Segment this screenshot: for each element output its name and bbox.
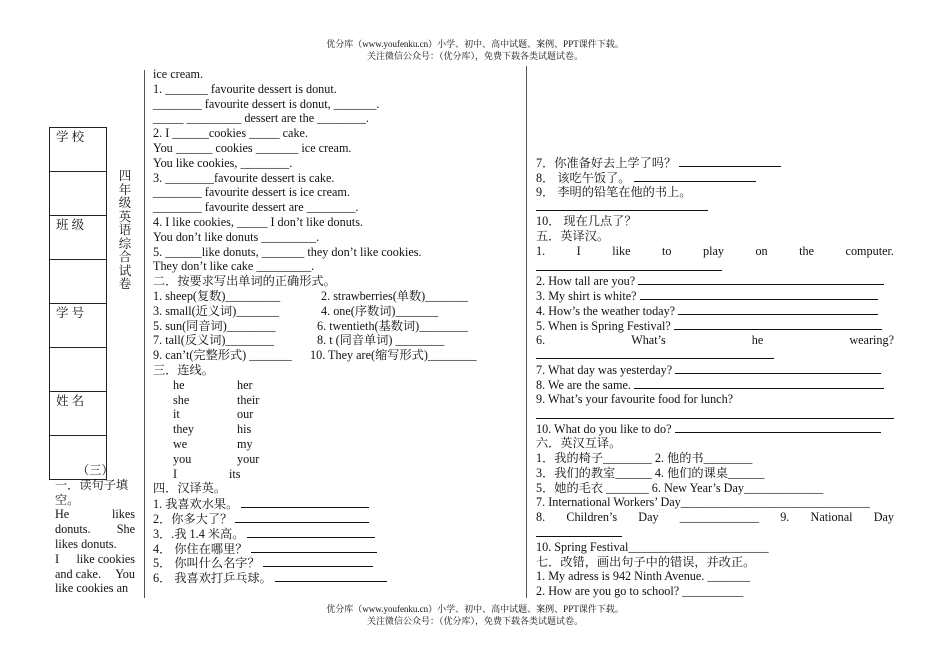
answer-blank[interactable] [536, 259, 722, 271]
translate-item: 6． 我喜欢打乒乓球。 [153, 570, 521, 585]
translate-item: 7．你准备好去上学了吗？ [536, 155, 896, 170]
s1-line: 1. _______ favourite dessert is donut. [153, 81, 337, 96]
name-label: 姓 名 [50, 392, 107, 436]
reading-line: He likes [55, 507, 135, 522]
translate-item: 9. What’s your favourite food for lunch? [536, 391, 734, 406]
section2-title: 二．按要求写出单词的正确形式。 [153, 274, 336, 289]
s1-line: 3. ________favourite dessert is cake. [153, 170, 335, 185]
answer-blank[interactable] [634, 170, 756, 182]
answer-blank[interactable] [251, 541, 377, 553]
part-label: （三） [77, 463, 114, 477]
student-no-field[interactable] [50, 348, 107, 392]
vocab-row: 5．她的毛衣 _______ 6. New Year’s Day_____________ [536, 480, 824, 495]
answer-blank[interactable] [679, 155, 781, 167]
answer-blank[interactable] [263, 555, 373, 567]
translate-item: 5． 你叫什么名字？ [153, 555, 521, 570]
student-info-table [49, 127, 107, 480]
match-pair[interactable]: we my [173, 436, 253, 451]
reading-line: likes donuts. [55, 536, 117, 551]
correction-item: 1. My adress is 942 Ninth Avenue. _______ [536, 569, 751, 584]
footer-line-1: 优分库（www.youfenku.cn）小学、初中、高中试题、案例、PPT课件下载。 [326, 604, 624, 614]
s1-line: ________ favourite dessert are ________. [153, 200, 359, 215]
s1-line: ________ favourite dessert is ice cream. [153, 185, 350, 200]
match-pair[interactable]: he her [173, 377, 253, 392]
s1-line: 4. I like cookies, _____ I don’t like donuts. [153, 214, 363, 229]
middle-column [153, 67, 521, 585]
translate-item: 3．.我 1.4 米高。 [153, 526, 521, 541]
translate-item: 2. How tall are you? [536, 273, 896, 288]
word-form-row: 1. sheep(复数)_________ 2. strawberries(单数)_______ [153, 288, 468, 303]
section4-title: 四．汉译英。 [153, 481, 227, 496]
column-divider-right [526, 66, 527, 598]
answer-blank[interactable] [241, 496, 369, 508]
translate-item: 2．你多大了？ [153, 511, 521, 526]
vocab-row: 10. Spring Festival_______________________ [536, 539, 769, 554]
s1-line: You like cookies, ________. [153, 155, 293, 170]
word-form-row: 5. sun(同音词)________ 6. twentieth(基数词)________ [153, 318, 468, 333]
translate-item: 7. What day was yesterday? [536, 362, 896, 377]
translate-item: 8． 该吃午饭了。 [536, 170, 896, 185]
match-pair[interactable]: it our [173, 407, 254, 422]
reading-line: I like cookies [55, 551, 135, 566]
school-field[interactable] [50, 172, 107, 216]
vocab-row: 7. International Workers’ Day_______________________________ [536, 495, 870, 510]
answer-line [536, 407, 896, 422]
translate-q6: 6. What’s he wearing? [536, 332, 894, 347]
s1-line: They don’t like cake _________. [153, 259, 315, 274]
answer-blank[interactable] [536, 199, 708, 211]
translate-item: 4. How’s the weather today? [536, 303, 896, 318]
correction-item: 2. How are you go to school? __________ [536, 584, 744, 599]
translate-item: 8. We are the same. [536, 377, 896, 392]
match-pair[interactable]: they his [173, 422, 252, 437]
translate-item: 9． 李明的铅笔在他的书上。 [536, 184, 692, 199]
translate-item: 3. My shirt is white? [536, 288, 896, 303]
answer-blank[interactable] [675, 421, 881, 433]
section7-title: 七．改错，画出句子中的错误，并改正。 [536, 554, 756, 569]
answer-blank[interactable] [674, 318, 882, 330]
answer-blank[interactable] [235, 511, 369, 523]
translate-item: 10． 现在几点了？ [536, 214, 637, 229]
section1-title: 一．读句子填空。 [55, 477, 129, 507]
word-form-row: 7. tall(反义词)________ 8. t (同音单词) ________ [153, 333, 445, 348]
s1-line: 2. I ______cookies _____ cake. [153, 126, 309, 141]
vocab-row-8-9: 8. Children’s Day _____________ 9. National Day [536, 510, 894, 525]
class-field[interactable] [50, 260, 107, 304]
answer-blank[interactable] [275, 570, 387, 582]
answer-line [536, 259, 896, 274]
s1-line: _____ _________ dessert are the ________. [153, 111, 369, 126]
vocab-row: 3．我们的教室______ 4. 他们的课桌______ [536, 465, 765, 480]
s1-line: ________ favourite dessert is donut, _______. [153, 96, 380, 111]
answer-blank[interactable] [638, 273, 884, 285]
column-divider-left [144, 70, 145, 598]
translate-item: 5. When is Spring Festival? [536, 318, 896, 333]
header-line-2: 关注微信公众号：（优分库），免费下载各类试题试卷。 [366, 51, 583, 61]
answer-blank[interactable] [675, 362, 881, 374]
vertical-exam-title: 四 年 级 英 语 综 合 试 卷 [118, 169, 132, 291]
translate-item: 1. 我喜欢水果。 [153, 496, 521, 511]
translate-item-line [536, 199, 896, 214]
word-form-row: 3. small(近义词)_______ 4. one(序数词)_______ [153, 303, 439, 318]
section6-title: 六．英汉互译。 [536, 436, 622, 451]
s1-line: ice cream. [153, 67, 204, 81]
vocab-row: 1．我的椅子________ 2. 他的书________ [536, 450, 753, 465]
footer-line-2: 关注微信公众号：（优分库），免费下载各类试题试卷。 [366, 616, 583, 626]
answer-line [536, 347, 896, 362]
answer-blank[interactable] [536, 407, 894, 419]
reading-line: like cookies an [55, 581, 129, 596]
match-pair[interactable]: I its [173, 466, 241, 481]
answer-blank[interactable] [678, 303, 878, 315]
translate-item: 10. What do you like to do? [536, 421, 896, 436]
match-pair[interactable]: she their [173, 392, 260, 407]
translate-q1: 1. I like to play on the computer. [536, 243, 894, 258]
s1-line: You ______ cookies _______ ice cream. [153, 140, 352, 155]
reading-line: and cake. You [55, 566, 135, 581]
section5-title: 五．英译汉。 [536, 228, 610, 243]
match-pair[interactable]: you your [173, 451, 260, 466]
answer-blank[interactable] [634, 377, 884, 389]
student-no-label: 学 号 [50, 304, 107, 348]
s1-line: You don’t like donuts _________. [153, 229, 320, 244]
header-line-1: 优分库（www.youfenku.cn）小学、初中、高中试题、案例、PPT课件下载。 [326, 39, 624, 49]
word-form-row: 9. can’t(完整形式) _______ 10. They are(缩写形式)________ [153, 348, 477, 363]
right-column [536, 155, 896, 599]
reading-line: donuts. She [55, 522, 135, 537]
answer-blank[interactable] [536, 525, 622, 537]
school-label: 学 校 [50, 128, 107, 172]
answer-blank[interactable] [640, 288, 878, 300]
section3-title: 三．连线。 [153, 362, 214, 377]
answer-blank[interactable] [536, 347, 774, 359]
answer-line [536, 525, 896, 540]
left-reading-column [55, 463, 135, 596]
s1-line: 5. ______like donuts, _______ they don’t like cookies. [153, 244, 422, 259]
answer-blank[interactable] [247, 526, 375, 538]
class-label: 班 级 [50, 216, 107, 260]
translate-item: 4． 你住在哪里？ [153, 541, 521, 556]
